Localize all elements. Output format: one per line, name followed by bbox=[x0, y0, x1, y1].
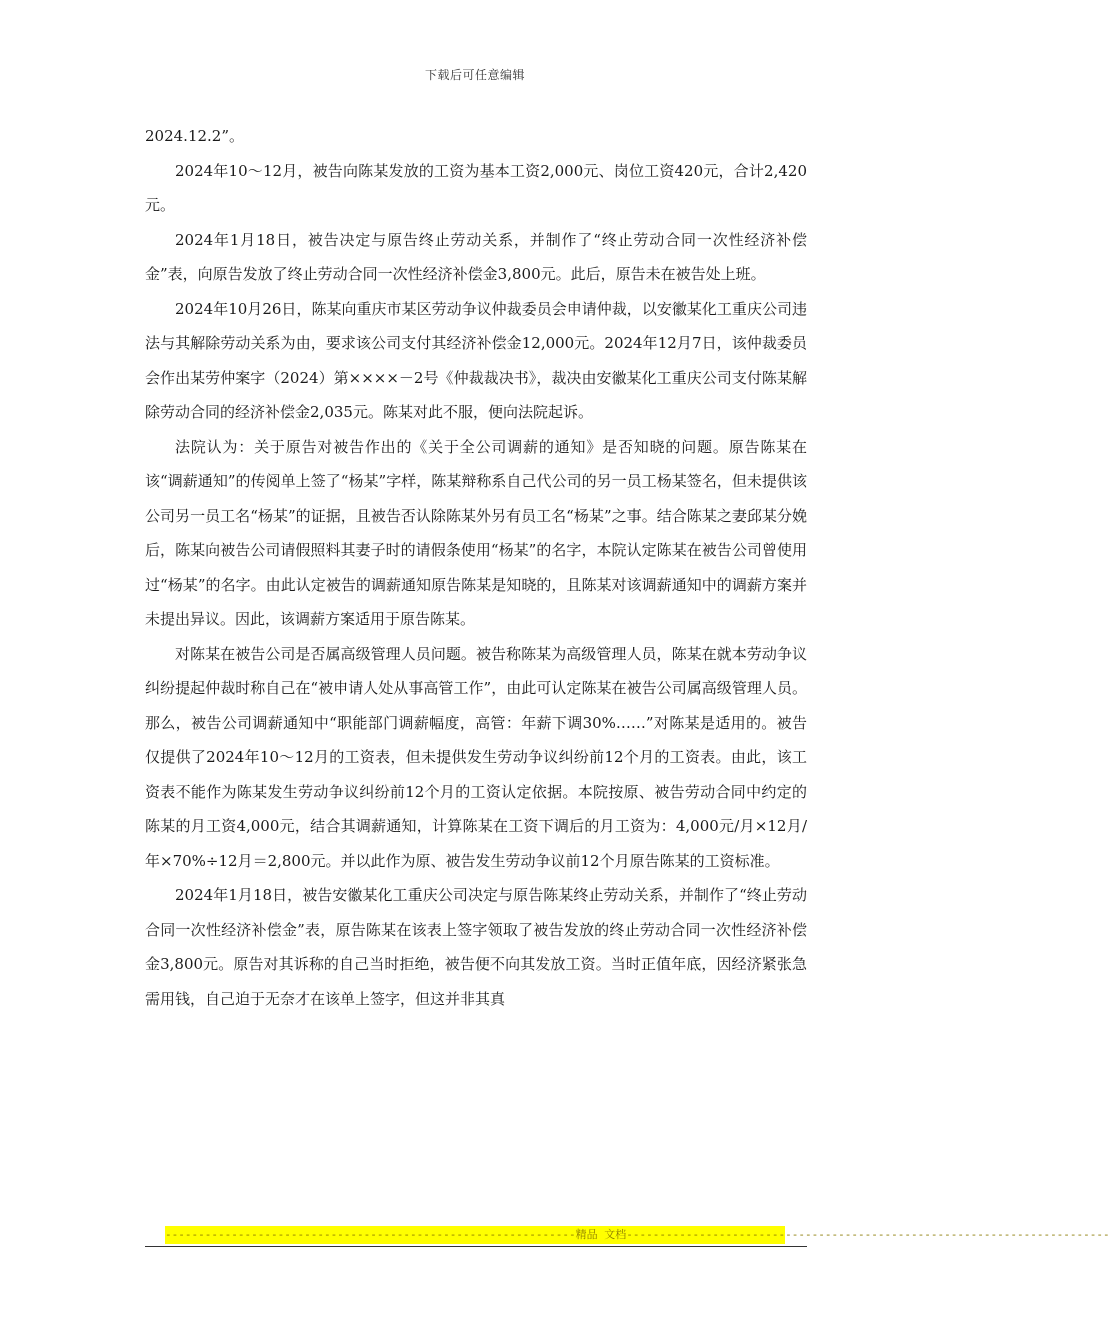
paragraph-arbitration: 2024年10月26日，陈某向重庆市某区劳动争议仲裁委员会申请仲裁，以安徽某化工重庆公司违法与其解除劳动关系为由，要求该公司支付其经济补偿金12,000元。2024年12月7日，该仲裁委员会作出某劳仲案字（2024）第××××－2号《仲裁裁决书》，裁决由安徽某化工重庆公司支付陈某解除劳动合同的经济补偿金2,035元。陈某对此不服，便向法院起诉。 bbox=[145, 299, 807, 421]
page-footer bbox=[145, 1226, 1110, 1247]
paragraph-court-opinion-notice: 法院认为：关于原告对被告作出的《关于全公司调薪的通知》是否知晓的问题。原告陈某在该“调薪通知”的传阅单上签了“杨某”字样，陈某辩称系自己代公司的另一员工杨某签名，但未提供该公司另一员工名“杨某”的证据，且被告否认除陈某外另有员工名“杨某”之事。结合陈某之妻邱某分娩后，陈某向被告公司请假照料其妻子时的请假条使用“杨某”的名字，本院认定陈某在被告公司曾使用过“杨某”的名字。由此认定被告的调薪通知原告陈某是知晓的，且陈某对该调薪通知中的调薪方案并未提出异议。因此，该调薪方案适用于原告陈某。 bbox=[145, 437, 807, 628]
paragraph-salary: 2024年10～12月，被告向陈某发放的工资为基本工资2,000元、岗位工资420元，合计2,420元。 bbox=[145, 161, 807, 214]
page-header: 下载后可任意编辑 bbox=[424, 68, 525, 82]
document-body bbox=[145, 119, 807, 1016]
paragraph-date-fragment: 2024.12.2”。 bbox=[145, 127, 245, 145]
footer-watermark-bar: --------------------------------------------------------------精品 文档------------------------------------------------------------------------- bbox=[165, 1226, 785, 1244]
paragraph-court-opinion-management: 对陈某在被告公司是否属高级管理人员问题。被告称陈某为高级管理人员，陈某在就本劳动争议纠纷提起仲裁时称自己在“被申请人处从事高管工作”，由此可认定陈某在被告公司属高级管理人员。那么，被告公司调薪通知中“职能部门调薪幅度，高管：年薪下调30%……”对陈某是适用的。被告仅提供了2024年10～12月的工资表，但未提供发生劳动争议纠纷前12个月的工资表。由此，该工资表不能作为陈某发生劳动争议纠纷前12个月的工资认定依据。本院按原、被告劳动合同中约定的陈某的月工资4,000元，结合其调薪通知，计算陈某在工资下调后的月工资为：4,000元/月×12月/年×70%÷12月＝2,800元。并以此作为原、被告发生劳动争议前12个月原告陈某的工资标准。 bbox=[145, 644, 807, 870]
paragraph-compensation-signature: 2024年1月18日，被告安徽某化工重庆公司决定与原告陈某终止劳动关系，并制作了“终止劳动合同一次性经济补偿金”表，原告陈某在该表上签字领取了被告发放的终止劳动合同一次性经济补偿金3,800元。原告对其诉称的自己当时拒绝，被告便不向其发放工资。当时正值年底，因经济紧张急需用钱，自己迫于无奈才在该单上签字，但这并非其真 bbox=[145, 886, 807, 1008]
paragraph-termination: 2024年1月18日，被告决定与原告终止劳动关系，并制作了“终止劳动合同一次性经济补偿金”表，向原告发放了终止劳动合同一次性经济补偿金3,800元。此后，原告未在被告处上班。 bbox=[145, 230, 807, 283]
footer-divider bbox=[145, 1246, 807, 1247]
